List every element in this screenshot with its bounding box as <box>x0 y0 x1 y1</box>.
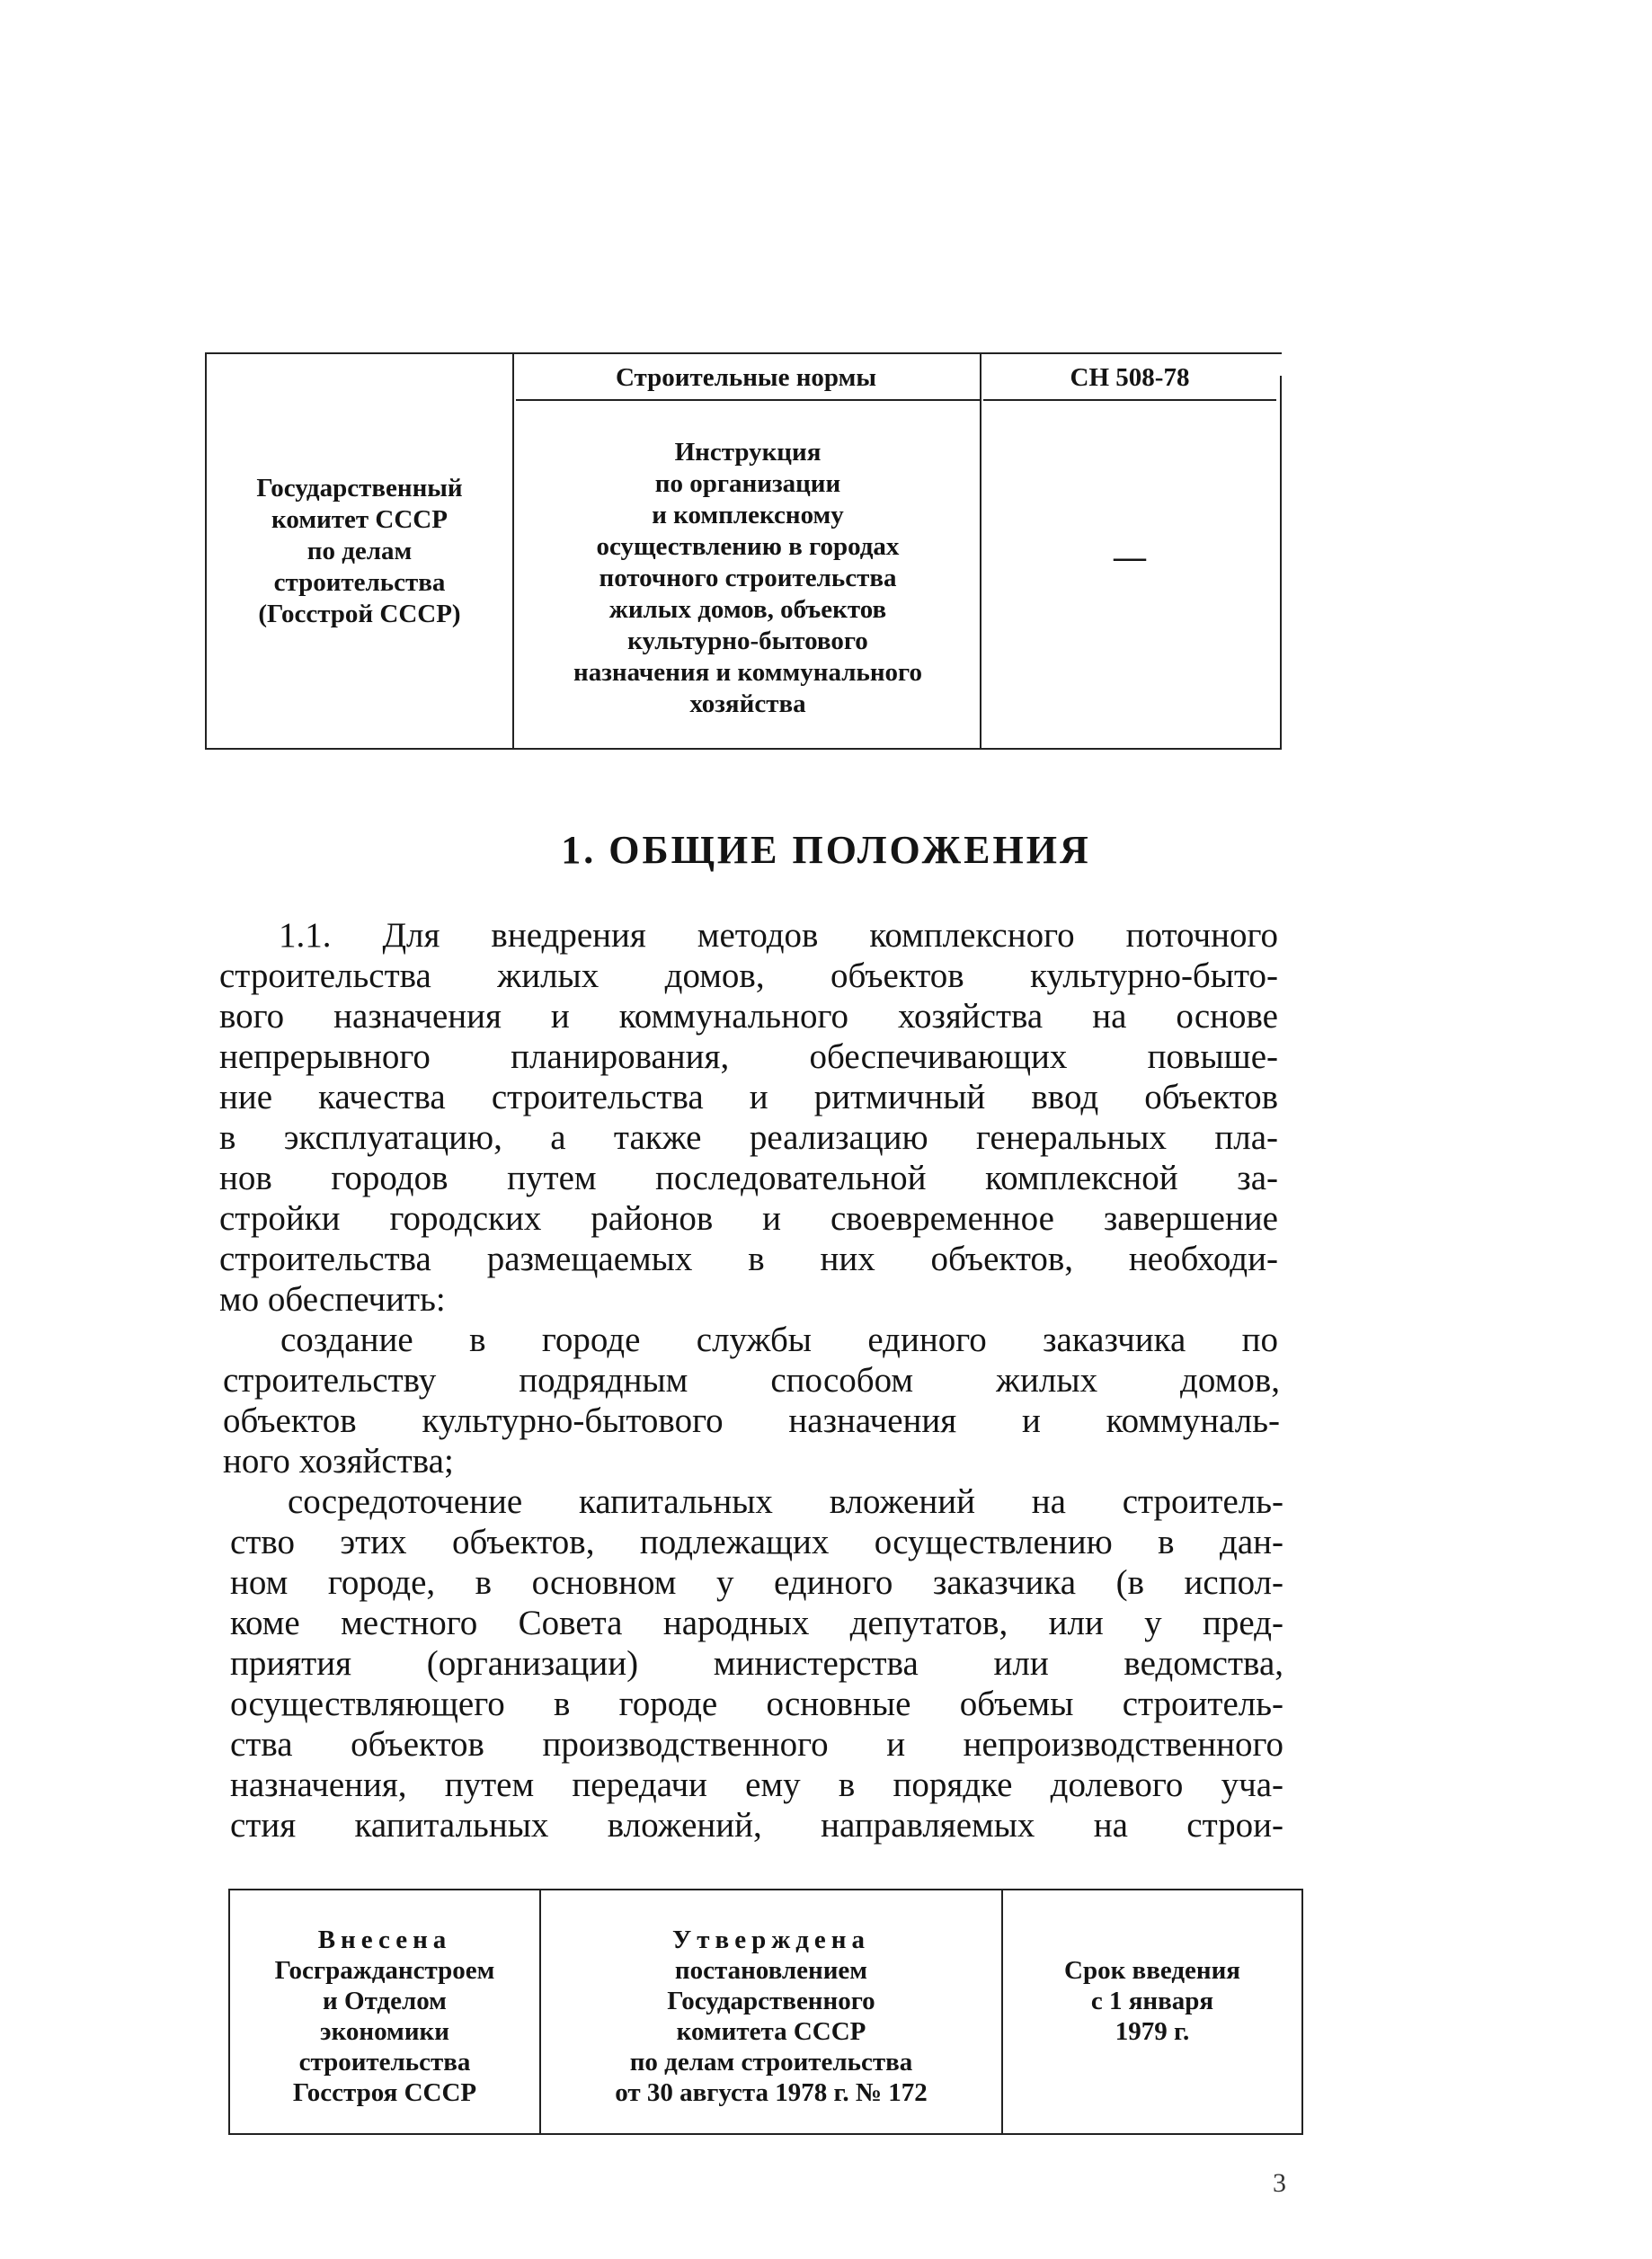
org-line: (Госстрой СССР) <box>258 599 461 628</box>
approved-line: комитета СССР <box>676 2017 866 2046</box>
org-line: комитет СССР <box>271 504 448 534</box>
effective-date <box>1005 1955 1300 2047</box>
introduced-label: Внесена <box>317 1925 452 1954</box>
title-line: жилых домов, объектов <box>608 595 887 624</box>
footer-divider <box>228 1890 230 2133</box>
paragraph-line: в эксплуатацию, а также реализацию генеральных пла- <box>219 1118 1278 1157</box>
document-title <box>516 437 980 725</box>
paragraph-line: ства объектов производственного и непроизводственного <box>230 1725 1283 1764</box>
header-divider <box>1280 376 1282 748</box>
title-line: поточного строительства <box>599 564 897 592</box>
document-category: Строительные нормы <box>616 362 876 392</box>
footer-divider <box>1301 1890 1303 2133</box>
paragraph-line: нов городов путем последовательной комплексной за- <box>219 1159 1278 1197</box>
footer-divider <box>539 1890 541 2133</box>
paragraph-line: осуществляющего в городе основные объемы строитель- <box>230 1685 1283 1723</box>
introduced-line: Госстроя СССР <box>292 2078 477 2107</box>
document-code: СН 508-78 <box>1070 362 1190 392</box>
paragraph-line: строительства размещаемых в них объектов, необходи- <box>219 1240 1278 1278</box>
approved-line: постановлением <box>674 1956 868 1985</box>
effective-line: 1979 г. <box>1115 2017 1190 2046</box>
header-divider <box>512 354 514 748</box>
paragraph-line: ство этих объектов, подлежащих осуществлению в дан- <box>230 1523 1283 1561</box>
introduced-by <box>232 1925 537 2108</box>
paragraph-line: 1.1. Для внедрения методов комплексного поточного <box>279 916 1278 955</box>
approved-line: по делам строительства <box>629 2048 913 2077</box>
paragraph-line: стия капитальных вложений, направляемых на строи- <box>230 1806 1283 1845</box>
paragraph-line: назначения, путем передачи ему в порядке долевого уча- <box>230 1765 1283 1804</box>
paragraph-line: вого назначения и коммунального хозяйства на основе <box>219 997 1278 1036</box>
title-line: и комплексному <box>652 501 844 529</box>
footer-divider <box>1001 1890 1003 2133</box>
approved-label: Утверждена <box>672 1925 870 1954</box>
replaces-value: — <box>1114 538 1146 574</box>
footer-table <box>228 1889 1303 2135</box>
header-rule <box>983 399 1276 401</box>
title-line: Инструкция <box>674 438 822 467</box>
paragraph-line: мо обеспечить: <box>219 1280 446 1319</box>
paragraph-line: создание в городе службы единого заказчика по <box>280 1321 1278 1359</box>
introduced-line: и Отделом <box>323 1987 447 2015</box>
paragraph-line: коме местного Совета народных депутатов, или у пред- <box>230 1604 1283 1642</box>
header-table <box>205 352 1282 750</box>
issuing-organization <box>209 354 511 748</box>
paragraph-line: строительству подрядным способом жилых домов, <box>223 1361 1280 1400</box>
paragraph-line: стройки городских районов и своевременное завершение <box>219 1199 1278 1238</box>
title-line: осуществлению в городах <box>596 532 900 561</box>
paragraph-line: приятия (организации) министерства или ведомства, <box>230 1644 1283 1683</box>
introduced-line: Госгражданстроем <box>274 1956 495 1985</box>
title-line: по организации <box>654 469 841 498</box>
section-heading: 1. ОБЩИЕ ПОЛОЖЕНИЯ <box>561 828 1091 872</box>
paragraph-line: ние качества строительства и ритмичный ввод объектов <box>219 1078 1278 1116</box>
approved-line: от 30 августа 1978 г. № 172 <box>615 2078 928 2107</box>
header-divider <box>205 354 207 748</box>
effective-line: с 1 января <box>1090 1987 1214 2015</box>
introduced-line: строительства <box>298 2048 471 2077</box>
title-line: хозяйства <box>689 689 806 718</box>
paragraph-line: объектов культурно-бытового назначения и коммуналь- <box>223 1401 1280 1440</box>
paragraph-line: сосредоточение капитальных вложений на строитель- <box>288 1482 1283 1521</box>
effective-line: Срок введения <box>1064 1956 1240 1985</box>
title-line: назначения и коммунального <box>573 658 922 687</box>
paragraph-line: непрерывного планирования, обеспечивающих повыше- <box>219 1037 1278 1076</box>
header-rule <box>516 399 980 401</box>
org-line: Государственный <box>256 473 463 502</box>
paragraph-line: строительства жилых домов, объектов культурно-быто- <box>219 956 1278 995</box>
org-line: по делам <box>306 536 413 565</box>
title-line: культурно-бытового <box>627 627 868 655</box>
approved-line: Государственного <box>667 1987 875 2015</box>
approved-by <box>543 1925 999 2108</box>
paragraph-line: ном городе, в основном у единого заказчика (в испол- <box>230 1563 1283 1602</box>
page-number: 3 <box>1273 2168 1286 2198</box>
header-divider <box>980 354 981 748</box>
paragraph-line: ного хозяйства; <box>223 1442 454 1481</box>
org-line: строительства <box>273 567 446 597</box>
introduced-line: экономики <box>320 2017 449 2046</box>
